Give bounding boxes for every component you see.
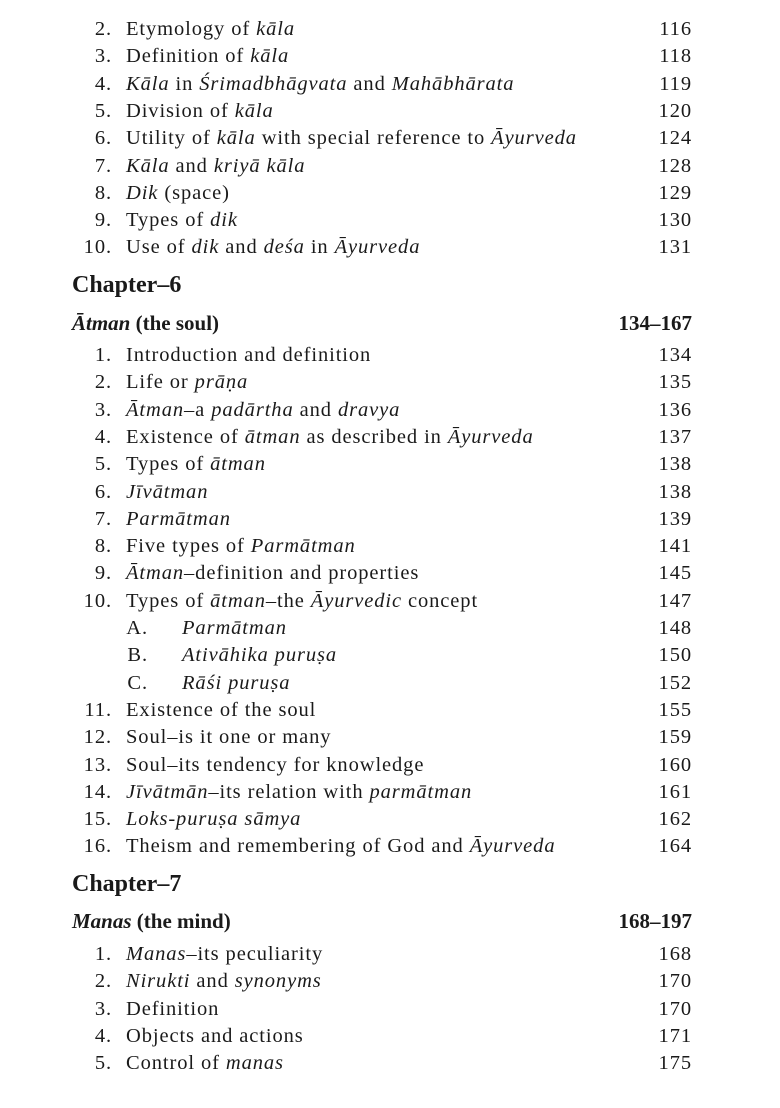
entry-title [126,779,472,806]
text-run: Definition [126,997,220,1020]
entry-page-number: 162 [658,808,692,831]
entry-title [126,43,289,70]
toc-entry[interactable] [0,560,780,587]
entry-page-number: 138 [658,453,692,476]
entry-number: 14. [83,780,112,803]
entry-page-number: 134 [658,344,692,366]
toc-entry[interactable] [0,16,780,43]
toc-entry[interactable] [0,342,780,369]
toc-subentry[interactable] [0,615,780,642]
italic-term: ātman [244,425,301,448]
toc-entry[interactable] [0,806,780,833]
entry-title [126,397,400,424]
entry-page-number: 159 [658,726,692,749]
text-run: Types of [126,453,211,476]
entry-page-number: 170 [658,970,692,993]
entry-page-number: 168 [658,943,692,965]
entry-number: 2. [94,970,112,993]
text-run: as described in [300,425,448,448]
text-run: Types of [126,209,211,232]
text-run: Soul–its tendency for knowledge [126,753,425,776]
entry-number: 2. [94,18,112,40]
italic-term: Śrimadbhāgvata [199,72,348,95]
entry-number: 4. [94,72,112,95]
entry-page-number: 147 [658,589,692,612]
entry-title [126,369,248,396]
toc-entry[interactable] [0,724,780,751]
toc-entry[interactable] [0,71,780,98]
entry-page-number: 136 [658,398,692,421]
entry-title [126,506,231,533]
entry-number: 10. [83,589,112,612]
toc-entry[interactable] [0,451,780,478]
text-run: Theism and remembering of God and [126,835,470,858]
text-run: –its peculiarity [186,943,324,965]
entry-title [126,153,305,180]
italic-term: Parmātman [126,507,231,530]
entry-page-number: 130 [658,209,692,232]
entry-number: 5. [94,1052,112,1075]
text-run: –definition and properties [184,562,420,585]
entry-page-number: 145 [658,562,692,585]
italic-term: Jīvātman [126,480,209,503]
entry-page-number: 128 [658,154,692,177]
italic-term: padārtha [211,398,294,421]
entry-title [126,560,419,587]
italic-term: Kāla [126,154,170,177]
toc-entry[interactable] [0,941,780,968]
text-run: with special reference to [255,127,492,150]
entry-number: 12. [83,726,112,749]
entry-number: A. [126,617,148,639]
text-run: Use of [126,236,192,259]
toc-entry[interactable] [0,752,780,779]
toc-entry[interactable] [0,588,780,615]
entry-number: 2. [94,371,112,394]
entry-number: 1. [94,344,112,366]
entry-title [126,342,371,369]
entry-title [126,451,266,478]
entry-page-number: 124 [658,127,692,150]
italic-term: Kāla [126,72,170,95]
italic-term: parmātman [369,780,473,803]
toc-entry[interactable] [0,968,780,995]
entry-number: 11. [84,698,112,721]
entry-page-number: 135 [658,371,692,394]
entry-number: 13. [83,753,112,776]
entry-page-number: 141 [658,535,692,558]
text-run: –the [265,589,311,612]
italic-term: kāla [216,127,256,150]
italic-term: ātman [210,453,266,476]
entry-title [126,125,577,152]
entry-number: 10. [83,236,112,259]
italic-term: Āyurveda [447,425,534,448]
text-run: Introduction and definition [126,344,372,366]
entry-number: 5. [94,99,112,122]
chapter-page-range: 168–197 [618,909,692,933]
italic-term: Ativāhika puruṣa [182,644,338,667]
toc-entry[interactable] [0,153,780,180]
entry-page-number: 116 [659,18,692,40]
text-run: in [304,236,335,259]
entry-number: 8. [94,181,112,204]
entry-number: 5. [94,453,112,476]
italic-term: Nirukti [126,970,191,993]
entry-title [126,941,323,968]
text-run: and [219,236,264,259]
text-run: Soul–is it one or many [126,726,332,749]
entry-page-number: 171 [658,1024,692,1047]
italic-term: dik [210,209,238,232]
text-run: and [347,72,392,95]
toc-entry[interactable] [0,98,780,125]
entry-title [126,533,356,560]
toc-entry[interactable] [0,697,780,724]
entry-number: 4. [94,1024,112,1047]
text-run: (the soul) [130,311,220,335]
toc-entry[interactable] [0,996,780,1023]
italic-term: Āyurvedic [310,589,402,612]
chapter-heading: Chapter–6 [72,272,182,298]
text-run: Definition of [126,45,251,68]
entry-title [126,1023,304,1050]
toc-entry[interactable] [0,207,780,234]
text-run: Existence of [126,425,245,448]
text-run: Life or [126,371,195,394]
entry-page-number: 129 [658,181,692,204]
entry-page-number: 131 [658,236,692,259]
entry-number: 7. [94,507,112,530]
chapter-heading: Chapter–7 [72,871,182,897]
entry-title [126,180,230,207]
italic-term: Parmātman [182,617,287,639]
entry-title [126,697,316,724]
italic-term: Āyurveda [334,236,421,259]
toc-entry[interactable] [0,369,780,396]
entry-number: 7. [94,154,112,177]
entry-number: 8. [94,535,112,558]
entry-page-number: 138 [658,480,692,503]
italic-term: synonyms [234,970,322,993]
italic-term: Āyurveda [469,835,556,858]
toc-entry[interactable] [0,125,780,152]
entry-page-number: 160 [658,753,692,776]
text-run: and [293,398,338,421]
text-run: Control of [126,1052,226,1075]
entry-number: 16. [83,835,112,858]
entry-number: C. [127,671,148,694]
entry-title [126,479,208,506]
italic-term: dravya [337,398,401,421]
entry-title [182,642,337,669]
entry-number: 15. [83,808,112,831]
italic-term: Manas [72,909,132,933]
italic-term: Jīvātmān [126,780,209,803]
entry-number: 6. [94,127,112,150]
chapter-title [72,906,231,936]
text-run: in [169,72,200,95]
entry-page-number: 150 [658,644,692,667]
entry-page-number: 164 [658,835,692,858]
entry-title [126,16,295,43]
entry-title [126,424,534,451]
toc-entry[interactable] [0,479,780,506]
italic-term: ātman [210,589,266,612]
text-run: –a [184,398,212,421]
entry-page-number: 148 [658,617,692,639]
entry-page-number: 139 [658,507,692,530]
entry-page-number: 120 [658,99,692,122]
entry-title [126,588,478,615]
entry-title [126,234,420,261]
entry-page-number: 170 [658,997,692,1020]
entry-title [126,968,322,995]
entry-number: 9. [94,209,112,232]
italic-term: Ātman [72,311,131,335]
toc-entry[interactable] [0,1023,780,1050]
italic-term: Manas [126,943,187,965]
text-run: Etymology of [126,18,257,40]
text-run: concept [401,589,479,612]
chapter-title-row[interactable] [0,906,780,936]
entry-title [126,98,274,125]
text-run: Objects and actions [126,1024,304,1047]
entry-number: 9. [94,562,112,585]
italic-term: kāla [234,99,274,122]
entry-number: 6. [94,480,112,503]
entry-title [126,71,514,98]
text-run: –its relation with [208,780,370,803]
entry-number: 3. [94,398,112,421]
entry-title [182,615,287,642]
text-run: and [190,970,235,993]
entry-title [126,833,555,860]
chapter-title-row[interactable] [0,308,780,338]
toc-entry[interactable] [0,180,780,207]
entry-page-number: 137 [658,425,692,448]
text-run: (the mind) [131,909,231,933]
text-run: Five types of [126,535,251,558]
entry-page-number: 155 [658,698,692,721]
toc-entry[interactable] [0,1050,780,1077]
entry-page-number: 118 [659,45,692,68]
italic-term: Loks-puruṣa sāmya [126,808,302,831]
toc-entry[interactable] [0,43,780,70]
chapter-title [72,308,219,338]
entry-number: 4. [94,425,112,448]
entry-title [126,806,301,833]
italic-term: prāṇa [194,371,249,394]
italic-term: manas [225,1052,284,1075]
toc-entry[interactable] [0,506,780,533]
toc-entry[interactable] [0,779,780,806]
toc-subentry[interactable] [0,642,780,669]
toc-entry[interactable] [0,234,780,261]
toc-entry[interactable] [0,833,780,860]
italic-term: kāla [250,45,290,68]
italic-term: Rāśi puruṣa [182,671,291,694]
entry-number: 3. [94,45,112,68]
text-run: and [169,154,214,177]
text-run: Existence of the soul [126,698,317,721]
text-run: Division of [126,99,235,122]
italic-term: Ātman [126,398,185,421]
entry-number: 3. [94,997,112,1020]
toc-entry[interactable] [0,397,780,424]
italic-term: Āyurveda [491,127,577,150]
italic-term: Ātman [126,562,185,585]
entry-page-number: 119 [659,72,692,95]
italic-term: Dik [126,181,159,204]
entry-page-number: 161 [658,780,692,803]
entry-page-number: 152 [658,671,692,694]
chapter-page-range: 134–167 [618,311,692,335]
toc-subentry[interactable] [0,670,780,697]
text-run: Utility of [126,127,217,150]
italic-term: kāla [256,18,296,40]
text-run: Types of [126,589,211,612]
entry-title [126,724,331,751]
entry-number: 1. [94,943,112,965]
entry-number: B. [127,644,148,667]
italic-term: dik [191,236,220,259]
italic-term: deśa [263,236,305,259]
entry-title [126,1050,284,1077]
entry-title [182,670,290,697]
entry-title [126,207,238,234]
toc-entry[interactable] [0,533,780,560]
italic-term: Parmātman [250,535,356,558]
toc-entry[interactable] [0,424,780,451]
entry-page-number: 175 [658,1052,692,1075]
italic-term: kriyā kāla [213,154,306,177]
text-run: (space) [158,181,230,204]
italic-term: Mahābhārata [391,72,515,95]
entry-title [126,996,219,1023]
entry-title [126,752,424,779]
